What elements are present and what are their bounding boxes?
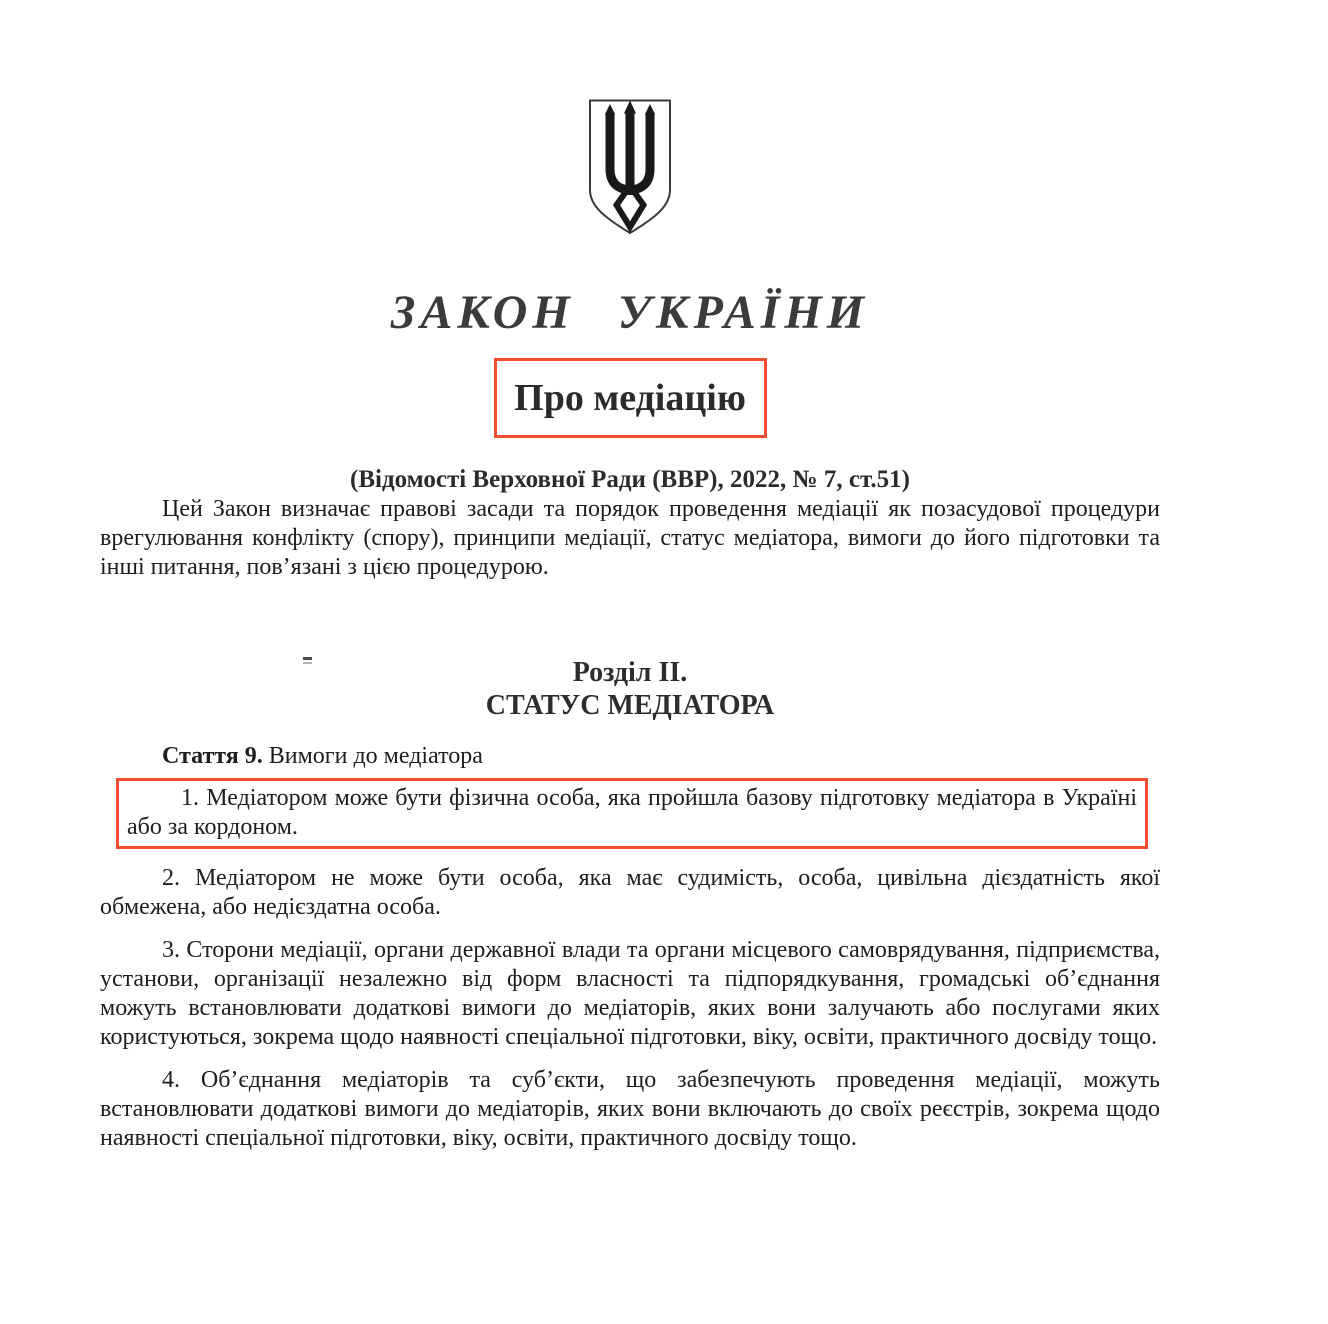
- emblem-container: [100, 0, 1160, 242]
- article-paragraph-1: 1. Медіатором може бути фізична особа, яка пройшла базову підготовку медіатора в Україні або за кордоном.: [127, 785, 1137, 840]
- article-paragraph-4: 4. Об’єднання медіаторів та суб’єкти, що забезпечують проведення медіації, можуть встановлювати додаткові вимоги до медіаторів, яких вони включають до своїх реєстрів, зокрема щодо наявності спеціальної підготовки, віку, освіти, практичного досвіду тощо.: [100, 1067, 1160, 1151]
- section-heading: [100, 656, 1160, 722]
- article-paragraph-3: 3. Сторони медіації, органи державної влади та органи місцевого самоврядування, підприємства, установи, організації незалежно від форм власності та підпорядкування, громадські об’єднання можуть встановлювати додаткові вимоги до медіаторів, яких вони залучають або послугами яких користуються, зокрема щодо наявності спеціальної підготовки, віку, освіти, практичного досвіду тощо.: [100, 937, 1160, 1050]
- section-number: Розділ II.: [572, 657, 688, 688]
- law-name-container: [100, 341, 1160, 438]
- article-paragraph-2: 2. Медіатором не може бути особа, яка має судимість, особа, цивільна дієздатність якої обмежена, або недієздатна особа.: [100, 865, 1160, 920]
- article-title: Вимоги до медіатора: [268, 743, 483, 769]
- gazette-reference: (Відомості Верховної Ради (ВВР), 2022, № 7, ст.51): [350, 466, 910, 493]
- paragraph-1-highlight-box: [116, 778, 1148, 849]
- ukraine-trident-emblem-icon: [585, 97, 675, 237]
- law-heading: ЗАКОН УКРАЇНИ: [390, 286, 870, 339]
- article-label: Стаття 9.: [162, 743, 263, 769]
- intro-paragraph: Цей Закон визначає правові засади та порядок проведення медіації як позасудової процедури врегулювання конфлікту (спору), принципи медіації, статус медіатора, вимоги до його підготовки та інші питання, пов’язані з цією процедурою.: [100, 496, 1160, 580]
- scan-artifact-mark: [303, 657, 312, 664]
- document-body: [100, 495, 1160, 1153]
- law-name-highlight-box: [494, 358, 767, 438]
- article-line: [100, 742, 1160, 771]
- section-title: СТАТУС МЕДІАТОРА: [485, 690, 775, 721]
- document-content: [100, 0, 1160, 1153]
- law-name: Про медіацію: [514, 377, 746, 419]
